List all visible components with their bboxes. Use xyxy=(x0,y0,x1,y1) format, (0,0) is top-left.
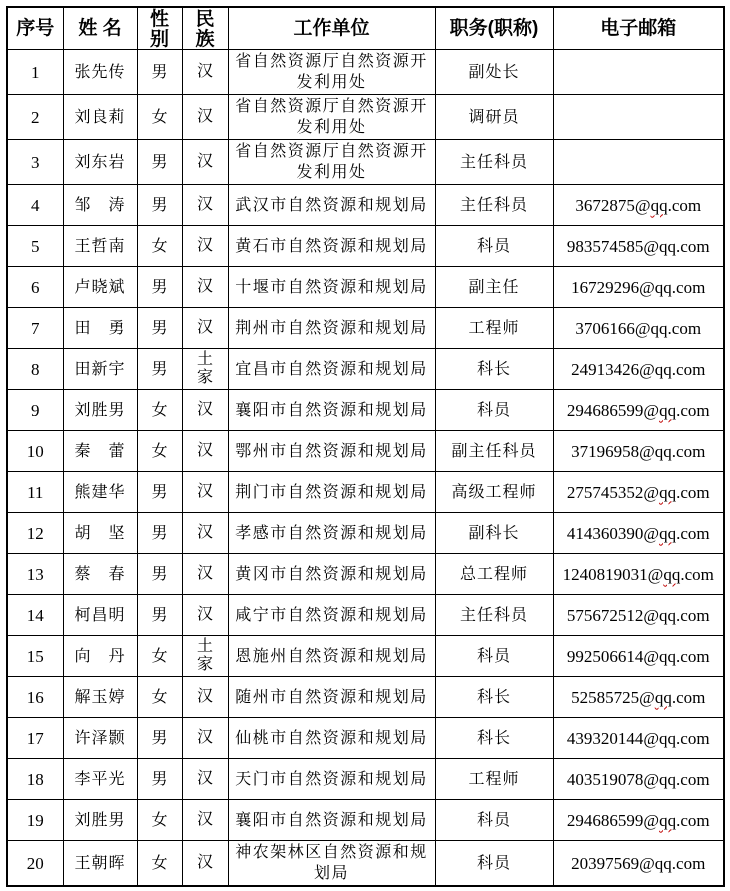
cell-ethnicity: 汉 xyxy=(182,226,228,267)
cell-name: 刘胜男 xyxy=(63,800,137,841)
table-row xyxy=(7,50,724,95)
cell-ethnicity: 汉 xyxy=(182,140,228,185)
cell-ethnicity: 汉 xyxy=(182,841,228,887)
cell-email xyxy=(553,140,724,185)
cell-gender: 男 xyxy=(137,554,182,595)
cell-position: 科长 xyxy=(435,718,553,759)
cell-work-unit: 天门市自然资源和规划局 xyxy=(228,759,435,800)
misspell-underline: qq xyxy=(659,400,677,420)
cell-work-unit: 省自然资源厅自然资源开发利用处 xyxy=(228,95,435,140)
cell-gender: 男 xyxy=(137,718,182,759)
cell-ethnicity: 汉 xyxy=(182,800,228,841)
cell-name: 王朝晖 xyxy=(63,841,137,887)
cell-work-unit: 襄阳市自然资源和规划局 xyxy=(228,800,435,841)
cell-email: 439320144@qq.com xyxy=(553,718,724,759)
cell-serial: 13 xyxy=(7,554,63,595)
cell-serial: 6 xyxy=(7,267,63,308)
cell-email: 983574585@qq.com xyxy=(553,226,724,267)
cell-serial: 4 xyxy=(7,185,63,226)
cell-email: 275745352@qq.com xyxy=(553,472,724,513)
column-header-name: 姓 名 xyxy=(63,7,137,50)
table-row xyxy=(7,718,724,759)
cell-email: 1240819031@qq.com xyxy=(553,554,724,595)
cell-serial: 19 xyxy=(7,800,63,841)
cell-ethnicity: 汉 xyxy=(182,554,228,595)
cell-name: 胡 坚 xyxy=(63,513,137,554)
cell-position: 科员 xyxy=(435,636,553,677)
table-row xyxy=(7,431,724,472)
cell-work-unit: 黄冈市自然资源和规划局 xyxy=(228,554,435,595)
cell-email: 52585725@qq.com xyxy=(553,677,724,718)
table-row xyxy=(7,554,724,595)
table-row xyxy=(7,349,724,390)
cell-name: 田新宇 xyxy=(63,349,137,390)
cell-name: 蔡 春 xyxy=(63,554,137,595)
personnel-roster-table xyxy=(6,6,725,887)
cell-ethnicity: 汉 xyxy=(182,759,228,800)
cell-name: 柯昌明 xyxy=(63,595,137,636)
header-row xyxy=(7,7,724,50)
table-row xyxy=(7,513,724,554)
cell-work-unit: 荆州市自然资源和规划局 xyxy=(228,308,435,349)
misspell-underline: qq xyxy=(654,687,672,707)
cell-name: 卢晓斌 xyxy=(63,267,137,308)
cell-position: 副主任科员 xyxy=(435,431,553,472)
table-row xyxy=(7,472,724,513)
cell-ethnicity: 汉 xyxy=(182,513,228,554)
cell-serial: 7 xyxy=(7,308,63,349)
cell-name: 刘东岩 xyxy=(63,140,137,185)
cell-gender: 男 xyxy=(137,50,182,95)
cell-work-unit: 武汉市自然资源和规划局 xyxy=(228,185,435,226)
cell-serial: 10 xyxy=(7,431,63,472)
misspell-underline: qq xyxy=(650,195,668,215)
table-row xyxy=(7,95,724,140)
cell-name: 李平光 xyxy=(63,759,137,800)
column-header-gender xyxy=(137,7,182,50)
cell-work-unit: 黄石市自然资源和规划局 xyxy=(228,226,435,267)
cell-ethnicity: 汉 xyxy=(182,595,228,636)
cell-work-unit: 省自然资源厅自然资源开发利用处 xyxy=(228,50,435,95)
table-row xyxy=(7,308,724,349)
cell-position: 工程师 xyxy=(435,308,553,349)
cell-name: 解玉婷 xyxy=(63,677,137,718)
cell-gender: 女 xyxy=(137,95,182,140)
cell-gender: 女 xyxy=(137,636,182,677)
cell-ethnicity: 汉 xyxy=(182,718,228,759)
cell-work-unit: 恩施州自然资源和规划局 xyxy=(228,636,435,677)
column-header-serial: 序号 xyxy=(7,7,63,50)
cell-work-unit: 荆门市自然资源和规划局 xyxy=(228,472,435,513)
cell-name: 秦 蕾 xyxy=(63,431,137,472)
cell-email xyxy=(553,50,724,95)
cell-email: 20397569@qq.com xyxy=(553,841,724,887)
table-header xyxy=(7,7,724,50)
cell-ethnicity: 汉 xyxy=(182,95,228,140)
cell-gender: 男 xyxy=(137,140,182,185)
cell-serial: 5 xyxy=(7,226,63,267)
cell-work-unit: 仙桃市自然资源和规划局 xyxy=(228,718,435,759)
cell-gender: 男 xyxy=(137,185,182,226)
cell-ethnicity: 汉 xyxy=(182,267,228,308)
cell-email: 403519078@qq.com xyxy=(553,759,724,800)
cell-gender: 女 xyxy=(137,431,182,472)
cell-ethnicity: 汉 xyxy=(182,308,228,349)
cell-work-unit: 十堰市自然资源和规划局 xyxy=(228,267,435,308)
cell-position: 副主任 xyxy=(435,267,553,308)
cell-serial: 14 xyxy=(7,595,63,636)
table-row xyxy=(7,636,724,677)
cell-ethnicity: 土家 xyxy=(182,349,228,390)
table-row xyxy=(7,390,724,431)
cell-serial: 2 xyxy=(7,95,63,140)
cell-position: 科员 xyxy=(435,800,553,841)
cell-gender: 男 xyxy=(137,513,182,554)
table-row xyxy=(7,226,724,267)
table-row xyxy=(7,185,724,226)
cell-gender: 男 xyxy=(137,759,182,800)
table-row xyxy=(7,677,724,718)
cell-gender: 男 xyxy=(137,308,182,349)
cell-name: 刘良莉 xyxy=(63,95,137,140)
cell-position: 科员 xyxy=(435,390,553,431)
cell-name: 熊建华 xyxy=(63,472,137,513)
cell-work-unit: 宜昌市自然资源和规划局 xyxy=(228,349,435,390)
column-header-ethnicity xyxy=(182,7,228,50)
cell-work-unit: 鄂州市自然资源和规划局 xyxy=(228,431,435,472)
cell-position: 科员 xyxy=(435,226,553,267)
cell-position: 工程师 xyxy=(435,759,553,800)
cell-serial: 15 xyxy=(7,636,63,677)
cell-email: 37196958@qq.com xyxy=(553,431,724,472)
cell-serial: 16 xyxy=(7,677,63,718)
cell-gender: 女 xyxy=(137,841,182,887)
cell-name: 王哲南 xyxy=(63,226,137,267)
cell-ethnicity: 汉 xyxy=(182,472,228,513)
cell-position: 科长 xyxy=(435,677,553,718)
cell-gender: 女 xyxy=(137,800,182,841)
column-header-email: 电子邮箱 xyxy=(553,7,724,50)
cell-position: 主任科员 xyxy=(435,595,553,636)
cell-position: 主任科员 xyxy=(435,140,553,185)
cell-gender: 女 xyxy=(137,390,182,431)
cell-serial: 8 xyxy=(7,349,63,390)
cell-email: 3672875@qq.com xyxy=(553,185,724,226)
cell-position: 高级工程师 xyxy=(435,472,553,513)
cell-work-unit: 咸宁市自然资源和规划局 xyxy=(228,595,435,636)
cell-email: 16729296@qq.com xyxy=(553,267,724,308)
misspell-underline: qq xyxy=(659,523,677,543)
misspell-underline: qq xyxy=(663,564,681,584)
column-header-ethnicity-label: 民族 xyxy=(195,9,215,49)
cell-work-unit: 孝感市自然资源和规划局 xyxy=(228,513,435,554)
cell-email: 992506614@qq.com xyxy=(553,636,724,677)
cell-work-unit: 随州市自然资源和规划局 xyxy=(228,677,435,718)
cell-serial: 17 xyxy=(7,718,63,759)
cell-ethnicity: 汉 xyxy=(182,390,228,431)
table-body xyxy=(7,50,724,887)
cell-email: 414360390@qq.com xyxy=(553,513,724,554)
cell-position: 副科长 xyxy=(435,513,553,554)
cell-name: 邹 涛 xyxy=(63,185,137,226)
cell-position: 总工程师 xyxy=(435,554,553,595)
cell-work-unit: 神农架林区自然资源和规划局 xyxy=(228,841,435,887)
cell-serial: 3 xyxy=(7,140,63,185)
cell-email: 24913426@qq.com xyxy=(553,349,724,390)
cell-ethnicity: 汉 xyxy=(182,50,228,95)
cell-gender: 男 xyxy=(137,595,182,636)
cell-gender: 男 xyxy=(137,267,182,308)
cell-ethnicity: 汉 xyxy=(182,677,228,718)
cell-work-unit: 襄阳市自然资源和规划局 xyxy=(228,390,435,431)
cell-serial: 18 xyxy=(7,759,63,800)
cell-position: 主任科员 xyxy=(435,185,553,226)
cell-name: 许泽颢 xyxy=(63,718,137,759)
cell-gender: 女 xyxy=(137,226,182,267)
table-row xyxy=(7,140,724,185)
cell-name: 张先传 xyxy=(63,50,137,95)
cell-email xyxy=(553,95,724,140)
cell-ethnicity: 汉 xyxy=(182,185,228,226)
cell-name: 刘胜男 xyxy=(63,390,137,431)
table-row xyxy=(7,841,724,887)
cell-ethnicity: 土家 xyxy=(182,636,228,677)
cell-email: 3706166@qq.com xyxy=(553,308,724,349)
cell-serial: 12 xyxy=(7,513,63,554)
cell-position: 副处长 xyxy=(435,50,553,95)
cell-position: 科长 xyxy=(435,349,553,390)
cell-serial: 1 xyxy=(7,50,63,95)
column-header-work-unit: 工作单位 xyxy=(228,7,435,50)
cell-serial: 20 xyxy=(7,841,63,887)
cell-email: 294686599@qq.com xyxy=(553,800,724,841)
cell-gender: 男 xyxy=(137,349,182,390)
column-header-gender-label: 性别 xyxy=(149,9,169,49)
cell-name: 田 勇 xyxy=(63,308,137,349)
cell-serial: 9 xyxy=(7,390,63,431)
table-row xyxy=(7,800,724,841)
misspell-underline: qq xyxy=(659,810,677,830)
cell-email: 294686599@qq.com xyxy=(553,390,724,431)
cell-position: 调研员 xyxy=(435,95,553,140)
table-row xyxy=(7,267,724,308)
cell-gender: 女 xyxy=(137,677,182,718)
cell-serial: 11 xyxy=(7,472,63,513)
cell-gender: 男 xyxy=(137,472,182,513)
cell-position: 科员 xyxy=(435,841,553,887)
cell-name: 向 丹 xyxy=(63,636,137,677)
cell-email: 575672512@qq.com xyxy=(553,595,724,636)
table-row xyxy=(7,759,724,800)
table-row xyxy=(7,595,724,636)
misspell-underline: qq xyxy=(659,482,677,502)
cell-ethnicity: 汉 xyxy=(182,431,228,472)
cell-work-unit: 省自然资源厅自然资源开发利用处 xyxy=(228,140,435,185)
column-header-position: 职务(职称) xyxy=(435,7,553,50)
